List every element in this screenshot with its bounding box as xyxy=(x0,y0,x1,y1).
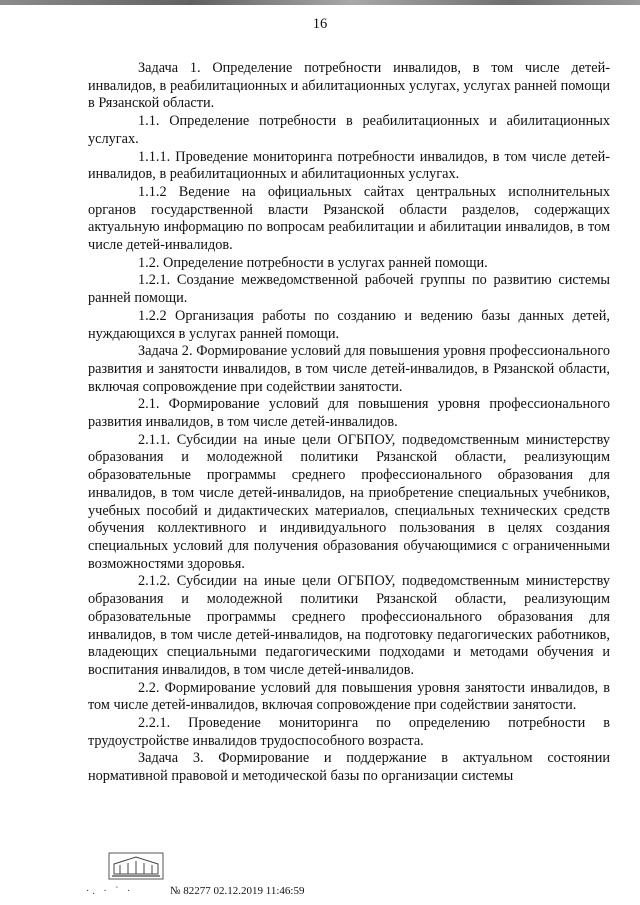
paragraph: 1.1.2 Ведение на официальных сайтах центральных исполнительных органов государственной власти Рязанской области разделов, содержащих актуальную информацию по вопросам реабилитации и абилитации инвалидов, в том числе детей-инвалидов. xyxy=(88,183,610,254)
building-stamp-icon xyxy=(108,852,164,880)
paragraph: Задача 2. Формирование условий для повышения уровня профессионального развития и занятости инвалидов, в том числе детей-инвалидов, в Рязанской области, включая сопровождение при содействии занятости. xyxy=(88,343,610,395)
paragraph: 1.2. Определение потребности в услугах ранней помощи. xyxy=(138,254,488,271)
paragraph: 1.2.1. Создание межведомственной рабочей группы по развитию системы ранней помощи. xyxy=(88,272,610,307)
paragraph: 2.1. Формирование условий для повышения уровня профессионального развития инвалидов, в том числе детей-инвалидов. xyxy=(88,396,610,431)
document-footer xyxy=(82,852,382,902)
paragraph: 1.1.1. Проведение мониторинга потребности инвалидов, в том числе детей-инвалидов, в реабилитационных и абилитационных услугах. xyxy=(88,148,610,183)
paragraph: 1.2.2 Организация работы по созданию и ведению базы данных детей, нуждающихся в услугах ранней помощи. xyxy=(88,307,610,342)
page-number: 16 xyxy=(312,16,328,32)
paragraph: 2.2.1. Проведение мониторинга по определению потребности в трудоустройстве инвалидов трудоспособного возраста. xyxy=(88,715,610,749)
paragraph: Задача 3. Формирование и поддержание в актуальном состоянии нормативной правовой и методической базы по организации системы xyxy=(88,750,610,785)
scan-marks: ·. · ` · xyxy=(86,886,134,897)
document-body xyxy=(88,60,610,786)
registration-number: № 82277 02.12.2019 11:46:59 xyxy=(170,885,305,897)
paragraph: 2.2. Формирование условий для повышения уровня занятости инвалидов, в том числе детей-инвалидов, включая сопровождение при содействии занятости. xyxy=(88,679,610,714)
paragraph: 2.1.1. Субсидии на иные цели ОГБПОУ, подведомственным министерству образования и молодежной политики Рязанской области, реализующим образовательные программы среднего профессионального образования для инвалидов, в том числе детей-инвалидов, на приобретение специальных учебников, учебных пособий и дидактических материалов, специальных технических средств обучения коллективного и индивидуального пользования в целях создания специальных условий для получения образования обучающимися с ограниченными возможностями здоровья. xyxy=(88,431,610,572)
scan-top-edge xyxy=(0,0,640,5)
paragraph: Задача 1. Определение потребности инвалидов, в том числе детей-инвалидов, в реабилитационных и абилитационных услугах, услугах ранней помощи в Рязанской области. xyxy=(88,60,610,112)
paragraph: 2.1.2. Субсидии на иные цели ОГБПОУ, подведомственным министерству образования и молодежной политики Рязанской области, реализующим образовательные программы среднего профессионального образования для инвалидов, в том числе детей-инвалидов, на подготовку педагогических работников, владеющих специальными педагогическими подходами и методами обучения и воспитания инвалидов, в том числе детей-инвалидов. xyxy=(88,573,610,678)
paragraph: 1.1. Определение потребности в реабилитационных и абилитационных услугах. xyxy=(88,113,610,147)
